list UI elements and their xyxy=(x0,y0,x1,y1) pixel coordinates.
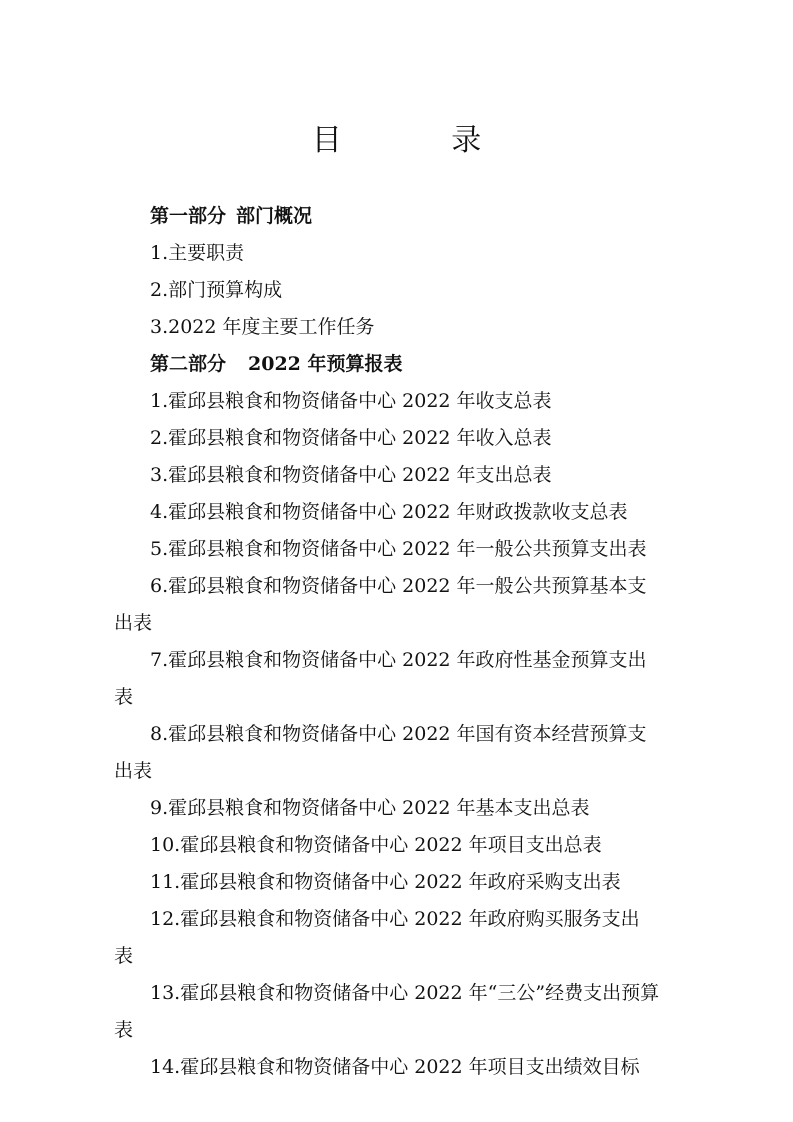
toc-item-wrapped-rest: 表 xyxy=(114,945,134,967)
toc-item-wrapped-rest: 表 xyxy=(114,1019,134,1041)
toc-item-wrapped-rest: 表 xyxy=(114,686,134,708)
toc-item-wrapped-rest: 出表 xyxy=(114,612,153,634)
toc-item-wrapped-rest: 出表 xyxy=(114,760,153,782)
toc-item: 3.2022 年度主要工作任务 xyxy=(150,316,375,338)
toc-item: 14.霍邱县粮食和物资储备中心 2022 年项目支出绩效目标 xyxy=(150,1056,640,1078)
table-of-contents xyxy=(114,198,694,1086)
part2-heading-number: 第二部分 xyxy=(150,353,227,375)
part1-heading-title: 部门概况 xyxy=(236,205,313,227)
toc-item: 2.霍邱县粮食和物资储备中心 2022 年收入总表 xyxy=(150,427,552,449)
toc-item: 10.霍邱县粮食和物资储备中心 2022 年项目支出总表 xyxy=(150,834,602,856)
toc-item-wrapped-first: 12.霍邱县粮食和物资储备中心 2022 年政府购买服务支出 xyxy=(150,908,640,930)
toc-item: 5.霍邱县粮食和物资储备中心 2022 年一般公共预算支出表 xyxy=(150,538,647,560)
toc-item: 4.霍邱县粮食和物资储备中心 2022 年财政拨款收支总表 xyxy=(150,501,628,523)
toc-item: 1.主要职责 xyxy=(150,242,245,264)
part2-heading-title: 2022 年预算报表 xyxy=(248,353,403,375)
toc-item: 2.部门预算构成 xyxy=(150,279,283,301)
toc-item: 3.霍邱县粮食和物资储备中心 2022 年支出总表 xyxy=(150,464,552,486)
part1-heading xyxy=(114,198,694,235)
toc-item: 11.霍邱县粮食和物资储备中心 2022 年政府采购支出表 xyxy=(150,871,621,893)
toc-item-wrapped-first: 8.霍邱县粮食和物资储备中心 2022 年国有资本经营预算支 xyxy=(150,723,647,745)
toc-item: 1.霍邱县粮食和物资储备中心 2022 年收支总表 xyxy=(150,390,552,412)
toc-item-wrapped-first: 6.霍邱县粮食和物资储备中心 2022 年一般公共预算基本支 xyxy=(150,575,647,597)
page-title: 目 录 xyxy=(311,123,532,158)
toc-item-wrapped-first: 13.霍邱县粮食和物资储备中心 2022 年“三公”经费支出预算 xyxy=(150,982,660,1004)
part2-heading xyxy=(114,346,694,383)
toc-item: 9.霍邱县粮食和物资储备中心 2022 年基本支出总表 xyxy=(150,797,590,819)
part1-heading-number: 第一部分 xyxy=(150,205,227,227)
toc-item-wrapped-first: 7.霍邱县粮食和物资储备中心 2022 年政府性基金预算支出 xyxy=(150,649,647,671)
